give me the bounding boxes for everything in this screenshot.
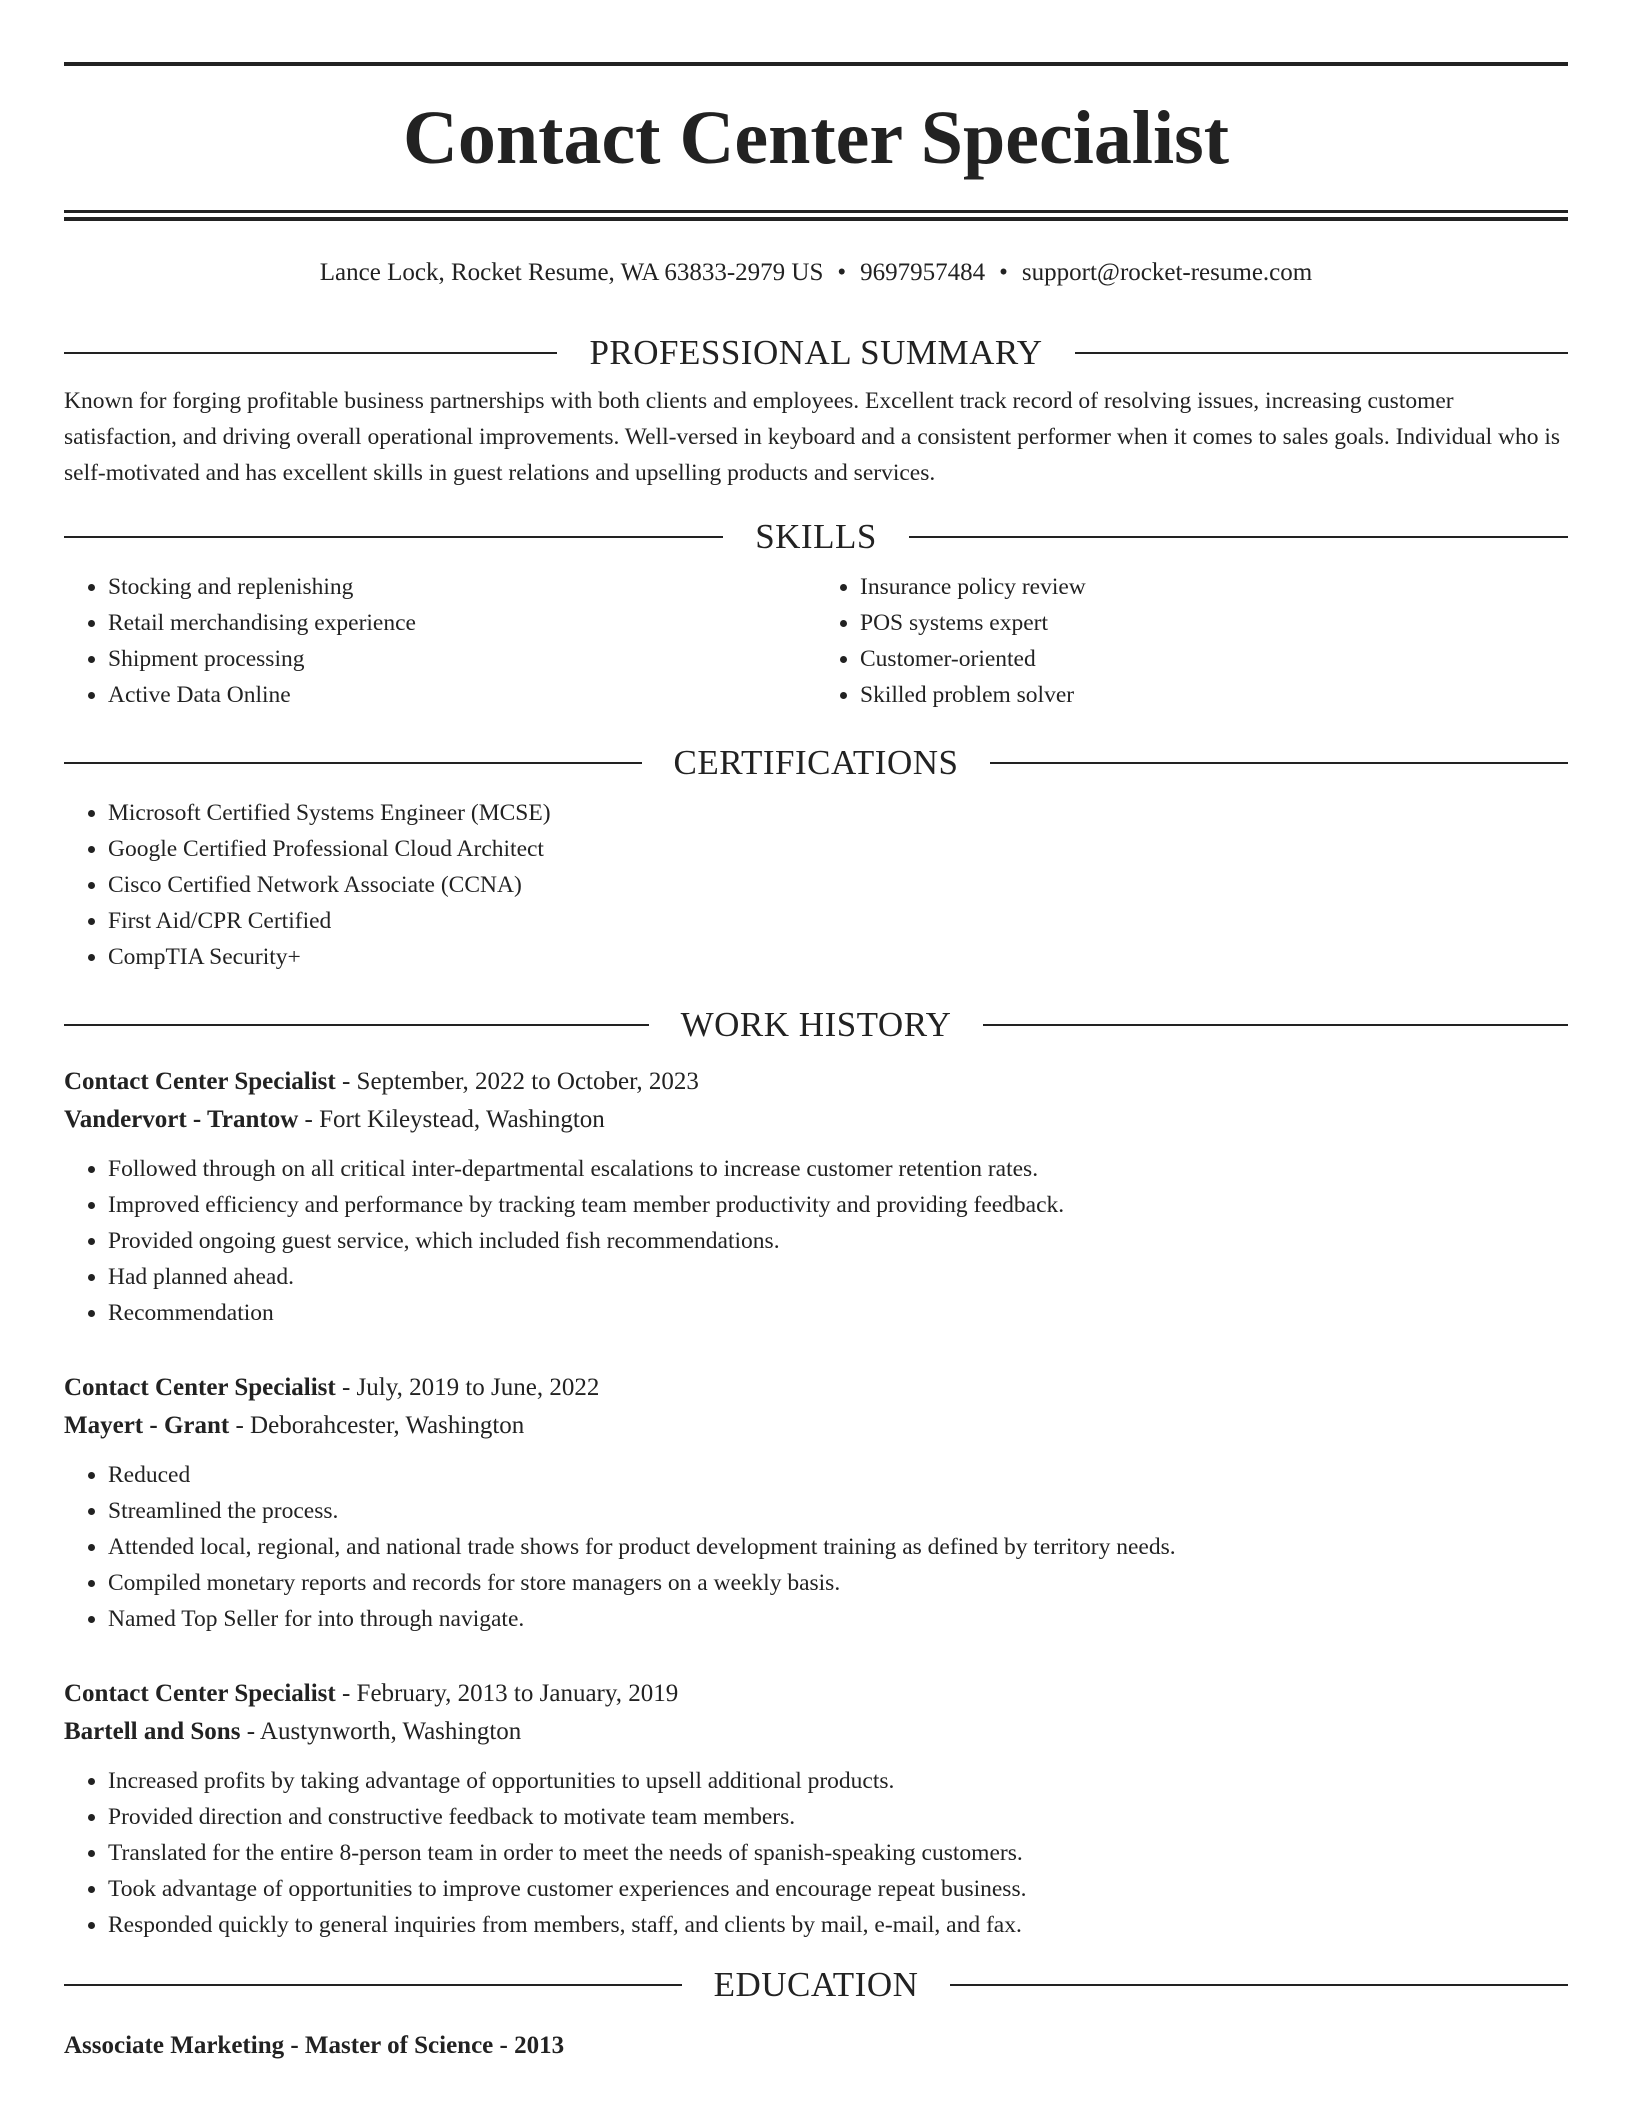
job-bullet: • Reduced [108, 1457, 1568, 1493]
job-bullet: • Improved efficiency and performance by tracking team member productivity and providing feedback. [108, 1187, 1568, 1223]
job-company-line [64, 1713, 1568, 1751]
skills-column-left [64, 569, 816, 713]
certification-item: • CompTIA Security+ [108, 939, 1568, 975]
contact-separator: • [999, 259, 1008, 286]
skill-item: • POS systems expert [860, 605, 1568, 641]
job-title-line [64, 1675, 1568, 1713]
section-heading-summary [64, 333, 1568, 373]
certification-item: • First Aid/CPR Certified [108, 903, 1568, 939]
skill-item: • Skilled problem solver [860, 677, 1568, 713]
heading-rule [990, 762, 1568, 764]
heading-rule [64, 1984, 682, 1986]
job-bullet: • Had planned ahead. [108, 1259, 1568, 1295]
job-entry [64, 1063, 1568, 1331]
job-bullet: • Translated for the entire 8-person team in order to meet the needs of spanish-speaking customers. [108, 1835, 1568, 1871]
certification-item: • Google Certified Professional Cloud Architect [108, 831, 1568, 867]
job-company: Bartell and Sons [64, 1718, 241, 1745]
skill-item: • Retail merchandising experience [108, 605, 816, 641]
summary-text: Known for forging profitable business partnerships with both clients and employees. Excellent track record of resolving issues, increasing customer satisfaction, and driving overall operational improvements. Well-versed in keyboard and a consistent performer when it comes to sales goals. Individual who is self-motivated and has excellent skills in guest relations and upselling products and services. [64, 388, 1561, 486]
job-bullet: • Named Top Seller for into through navigate. [108, 1601, 1568, 1637]
job-role: Contact Center Specialist [64, 1068, 336, 1095]
job-bullet: • Took advantage of opportunities to improve customer experiences and encourage repeat business. [108, 1871, 1568, 1907]
section-title: SKILLS [755, 517, 877, 556]
section-title: CERTIFICATIONS [673, 743, 959, 782]
skill-item: • Stocking and replenishing [108, 569, 816, 605]
section-heading-education [64, 1965, 1568, 2005]
job-bullet: • Followed through on all critical inter-departmental escalations to increase customer retention rates. [108, 1151, 1568, 1187]
section-title: WORK HISTORY [680, 1005, 952, 1044]
section-heading-certifications [64, 743, 1568, 783]
heading-rule [950, 1984, 1568, 1986]
job-entry [64, 1369, 1568, 1637]
heading-rule [64, 536, 723, 538]
job-bullet: • Increased profits by taking advantage of opportunities to upsell additional products. [108, 1763, 1568, 1799]
contact-email: support@rocket-resume.com [1021, 259, 1313, 286]
contact-separator: • [837, 259, 847, 286]
resume-title: Contact Center Specialist [402, 96, 1230, 180]
job-entry [64, 1675, 1568, 1943]
education-school: Master of Science [304, 2032, 494, 2059]
skill-item: • Shipment processing [108, 641, 816, 677]
education-year: 2013 [514, 2032, 565, 2059]
section-title: EDUCATION [713, 1965, 919, 2004]
top-rule [64, 62, 1568, 66]
education-degree: Associate Marketing [64, 2032, 285, 2059]
certifications-list [64, 795, 1568, 975]
job-company-line [64, 1407, 1568, 1445]
job-bullet: • Provided ongoing guest service, which included fish recommendations. [108, 1223, 1568, 1259]
job-company: Vandervort - Trantow [64, 1106, 299, 1133]
contact-phone: 9697957484 [860, 259, 986, 286]
job-bullet: • Provided direction and constructive feedback to motivate team members. [108, 1799, 1568, 1835]
heading-rule [64, 352, 557, 354]
job-bullet: • Recommendation [108, 1295, 1568, 1331]
job-role: Contact Center Specialist [64, 1374, 336, 1401]
job-location: - Austynworth, Washington [240, 1718, 522, 1745]
job-company: Mayert - Grant [64, 1412, 230, 1439]
resume-page [64, 0, 1568, 2065]
skill-item: • Insurance policy review [860, 569, 1568, 605]
section-title: PROFESSIONAL SUMMARY [589, 333, 1043, 372]
job-bullet: • Attended local, regional, and national trade shows for product development training as defined by territory needs. [108, 1529, 1568, 1565]
education-line: Associate Marketing - Master of Science - 2013 [64, 2032, 565, 2059]
skill-item: • Customer-oriented [860, 641, 1568, 677]
skills-list [64, 569, 1568, 713]
heading-rule [983, 1024, 1568, 1026]
job-title-line [64, 1369, 1568, 1407]
job-dates: - February, 2013 to January, 2019 [335, 1680, 679, 1707]
section-heading-skills [64, 517, 1568, 557]
job-role: Contact Center Specialist [64, 1680, 336, 1707]
skills-column-right [816, 569, 1568, 713]
certification-item: • Microsoft Certified Systems Engineer (MCSE) [108, 795, 1568, 831]
job-bullet: • Streamlined the process. [108, 1493, 1568, 1529]
job-title-line [64, 1063, 1568, 1101]
job-company-line [64, 1101, 1568, 1139]
heading-rule [64, 762, 642, 764]
job-bullets [64, 1457, 1568, 1637]
job-dates: - July, 2019 to June, 2022 [335, 1374, 600, 1401]
title-double-rule [64, 210, 1568, 221]
job-bullet: • Responded quickly to general inquiries from members, staff, and clients by mail, e-mail, and fax. [108, 1907, 1568, 1943]
job-bullets [64, 1151, 1568, 1331]
job-bullets [64, 1763, 1568, 1943]
contact-line [64, 257, 1568, 289]
job-dates: - September, 2022 to October, 2023 [335, 1068, 699, 1095]
heading-rule [64, 1024, 649, 1026]
contact-address: Lance Lock, Rocket Resume, WA 63833-2979 US [319, 259, 824, 286]
skill-item: • Active Data Online [108, 677, 816, 713]
section-heading-work [64, 1005, 1568, 1045]
job-bullet: • Compiled monetary reports and records for store managers on a weekly basis. [108, 1565, 1568, 1601]
job-location: - Deborahcester, Washington [229, 1412, 525, 1439]
heading-rule [1075, 352, 1568, 354]
job-location: - Fort Kileystead, Washington [298, 1106, 605, 1133]
certification-item: • Cisco Certified Network Associate (CCNA) [108, 867, 1568, 903]
heading-rule [909, 536, 1568, 538]
